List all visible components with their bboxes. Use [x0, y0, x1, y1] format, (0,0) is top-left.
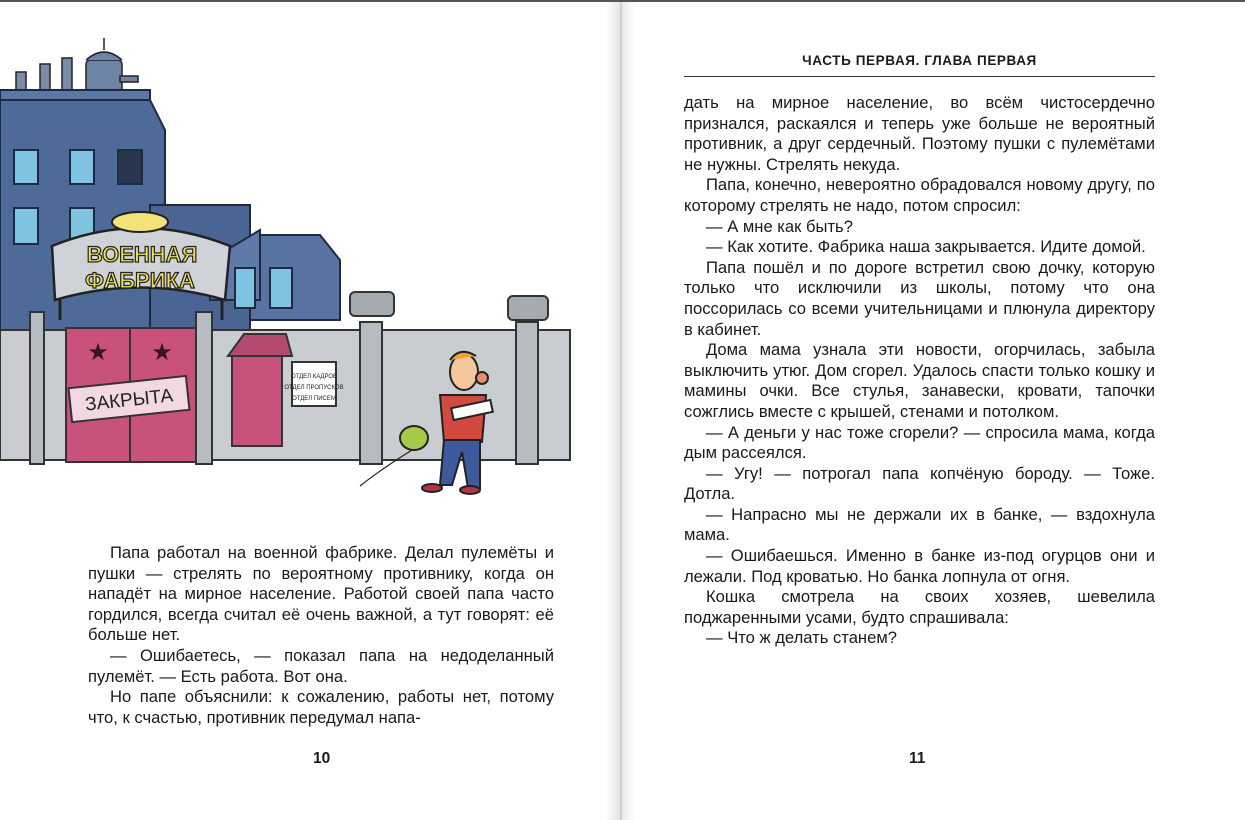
running-head-rule: [684, 76, 1155, 77]
paragraph: Папа, конечно, невероятно обрадовался новому другу, по которому стрелять не надо, потом спросил:: [684, 175, 1155, 215]
paragraph: Кошка смотрела на своих хозяев, шевелила поджаренными усами, будто спрашивала:: [684, 587, 1155, 627]
svg-text:★: ★: [87, 339, 109, 366]
left-page-body: [88, 543, 554, 728]
paragraph: — Как хотите. Фабрика наша закрывается. Идите домой.: [706, 237, 1146, 257]
paragraph: — Угу! — потрогал папа копчёную бороду. — Тоже. Дотла.: [684, 463, 1155, 504]
svg-text:★: ★: [151, 339, 173, 366]
paragraph: — Напрасно мы не держали их в банке, — вздохнула мама.: [684, 504, 1155, 545]
paragraph: Дома мама узнала эти новости, огорчилась, забыла выключить утюг. Дом сгорел. Удалось спасти только кошку и мамины очки. Все стулья, занавески, кровати, тапочки сожглись вместе с крышей, стенами и потолком.: [684, 340, 1155, 421]
book-spine-shadow: [606, 2, 636, 820]
factory-illustration: [0, 30, 575, 500]
right-page-body: [684, 93, 1155, 649]
paragraph: — Ошибаешься. Именно в банке из-под огурцов они и лежали. Под кроватью. Но банка лопнула от огня.: [684, 546, 1155, 586]
page-number-right: 11: [909, 750, 926, 767]
paragraph: дать на мирное население, во всём чистосердечно признался, раскаялся и теперь уже больше не вероятный противник, а друг сердечный. Поэтому пушки с пулемётами не нужны. Стрелять некуда.: [684, 93, 1155, 174]
paragraph: Папа пошёл и по дороге встретил свою дочку, которую только что исключили из школы, потому что она поссорилась со всеми учительницами и плюнула директору в кабинет.: [684, 257, 1155, 339]
gate-closed-sign: ЗАКРЫТА: [84, 385, 175, 416]
paragraph: — Ошибаетесь, — показал папа на недоделанный пулемёт. — Есть работа. Вот она.: [88, 645, 554, 686]
paragraph: Папа работал на военной фабрике. Делал пулемёты и пушки — стрелять по вероятному противнику, когда он нападёт на мирное население. Работой своей папа часто гордился, всегда считал её очень важной, а тут говорят: её больше нет.: [88, 543, 554, 645]
sign-line1: ВОЕННАЯ: [86, 242, 198, 267]
notice-line-3: ОТДЕЛ ПИСЕМ: [292, 396, 336, 402]
running-head: ЧАСТЬ ПЕРВАЯ. ГЛАВА ПЕРВАЯ: [802, 53, 1037, 68]
sign-line2: ФАБРИКА: [85, 268, 195, 293]
paragraph: — Что ж делать станем?: [706, 628, 897, 648]
factory-gate: [66, 328, 196, 462]
paragraph: — А деньги у нас тоже сгорели? — спросила мама, когда дым рассеялся.: [684, 422, 1155, 463]
notice-line-1: ОТДЕЛ КАДРОВ: [290, 374, 338, 380]
notice-line-2: ОТДЕЛ ПРОПУСКОВ: [284, 385, 344, 391]
page-number-left: 10: [313, 750, 331, 767]
paragraph: Но папе объяснили: к сожалению, работы нет, потому что, к счастью, противник передумал напа-: [88, 687, 554, 727]
paragraph: — А мне как быть?: [706, 216, 853, 236]
